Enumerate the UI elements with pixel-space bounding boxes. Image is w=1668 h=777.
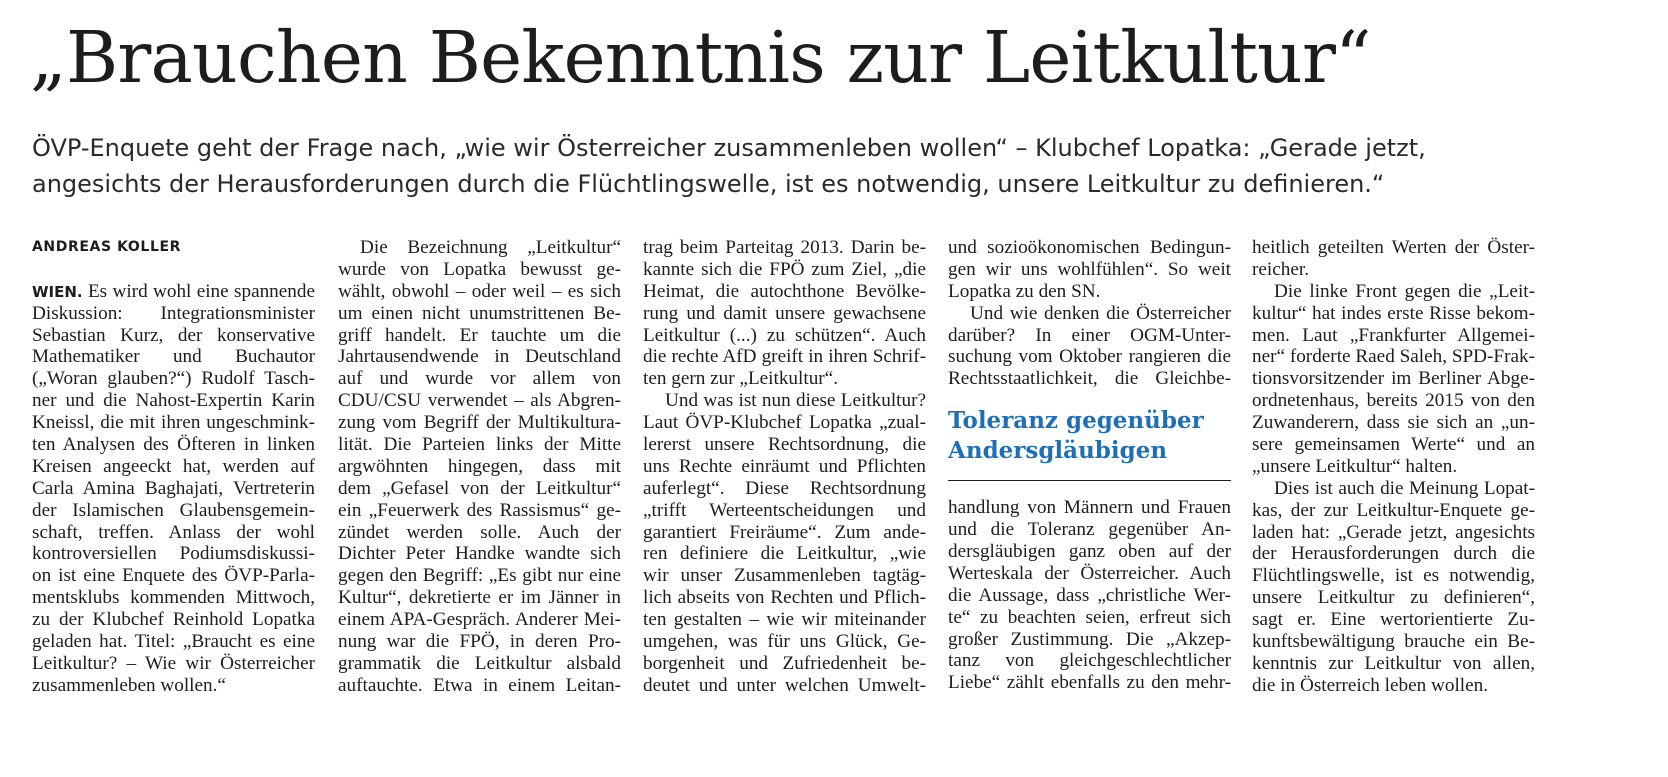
text-line: handlung von Männern und Frauen	[948, 497, 1231, 519]
text-line: Kreisen angeeckt hat, werden auf	[32, 455, 315, 477]
text-line: CDU/CSU verwendet – als Abgren-	[338, 390, 621, 412]
text-line: dersgläubigen ganz oben auf der	[948, 541, 1231, 563]
subheadline-line: angesichts der Herausforderungen durch die Flüchtlingswelle, ist es notwendig, unsere Leitkultur zu definieren.“	[32, 170, 1385, 198]
text-line: Jahrtausendwende in Deutschland	[338, 346, 621, 368]
text-line: dem „Gefasel von der Leitkultur“	[338, 477, 621, 499]
text-line: Dichter Peter Handke wandte sich	[338, 543, 621, 565]
text-line: Carla Amina Baghajati, Vertreterin	[32, 477, 315, 499]
text-line: gen wir uns wohlfühlen“. So weit	[948, 258, 1231, 280]
text-line: ein „Feuerwerk des Rassismus“ ge-	[338, 499, 621, 521]
text-line: Liebe“ zählt ebenfalls zu den mehr-	[948, 672, 1231, 694]
text-line: Lopatka zu den SN.	[948, 280, 1101, 302]
subheadline	[32, 130, 1652, 202]
text-line: trag beim Parteitag 2013. Darin be-	[643, 237, 926, 258]
text-line: die Aussage, dass „christliche Wer-	[948, 584, 1231, 606]
text-line: griff handelt. Er tauchte um die	[338, 324, 621, 346]
text-line: mentsklubs kommenden Mittwoch,	[32, 587, 315, 609]
text-line: darüber? In einer OGM-Unter-	[948, 324, 1231, 346]
text-line: tionsvorsitzender im Berliner Abge-	[1252, 368, 1535, 390]
headline: „Brauchen Bekenntnis zur Leitkultur“	[30, 16, 1371, 99]
text-line: Kultur“, dekretierte er im Jänner in	[338, 587, 621, 609]
text-line: suchung vom Oktober rangieren die	[948, 346, 1231, 368]
text-line: lität. Die Parteien links der Mitte	[338, 434, 621, 456]
text-line: grammatik die Leitkultur alsbald	[338, 652, 621, 674]
text-line: men. Laut „Frankfurter Allgemei-	[1252, 324, 1535, 346]
text-line: ten gestalten – wie wir miteinander	[643, 609, 926, 631]
text-line: geladen hat. Titel: „Braucht es eine	[32, 631, 315, 653]
text-line: Heimat, die autochthone Bevölke-	[643, 280, 926, 302]
text-line: der Herausforderungen durch die	[1252, 543, 1535, 565]
text-line: Flüchtlingswelle, ist es notwendig,	[1252, 565, 1535, 587]
text-line: Diskussion: Integrationsminister	[32, 302, 315, 324]
text-line: und die Toleranz gegenüber An-	[948, 519, 1231, 541]
text-line: kenntnis zur Leitkultur von allen,	[1252, 652, 1535, 674]
text-line: der Islamischen Glaubensgemein-	[32, 499, 315, 521]
text-line: tanz von gleichgeschlechtlicher	[948, 650, 1231, 672]
section-heading-line: Andersgläubigen	[948, 437, 1168, 465]
text-line: zung vom Begriff der Multikultura-	[338, 412, 621, 434]
text-line: Leitkultur? – Wie wir Österreicher	[32, 652, 315, 674]
text-line: kontroversiellen Podiumsdiskussi-	[32, 543, 315, 565]
text-line: uns Rechte einräumt und Pflichten	[643, 455, 926, 477]
text-line	[32, 281, 315, 303]
dateline: WIEN.	[32, 282, 83, 301]
text-line: zusammenleben wollen.“	[32, 674, 226, 696]
text-line: („Woran glauben?“) Rudolf Tasch-	[32, 368, 315, 390]
text-line: deutet und unter welchen Umwelt-	[643, 674, 926, 696]
text-line: laden hat: „Gerade jetzt, angesichts	[1252, 521, 1535, 543]
text-line: Rechtsstaatlichkeit, die Gleichbe-	[948, 368, 1231, 390]
text-line: die in Österreich leben wollen.	[1252, 674, 1489, 696]
text-line: ten gern zur „Leitkultur“.	[643, 368, 838, 390]
text-line: auferlegt“. Diese Rechtsordnung	[643, 477, 926, 499]
text-line: Kneissl, die mit ihren ungeschmink-	[32, 412, 315, 434]
text-line: schaft, treffen. Anlass der wohl	[32, 521, 315, 543]
text-line: kannte sich die FPÖ zum Ziel, „die	[643, 258, 926, 280]
section-heading-block	[948, 406, 1231, 481]
text-line: lich abseits von Rechten und Pflich-	[643, 587, 926, 609]
text-line: on ist eine Enquete des ÖVP-Parla-	[32, 565, 315, 587]
text-line: lererst unsere Rechtsordnung, die	[643, 434, 926, 456]
text-line: ordnetenhaus, bereits 2015 von den	[1252, 390, 1535, 412]
text-line: Leitkultur (...) zu schützen“. Auch	[643, 324, 926, 346]
text-line: Dies ist auch die Meinung Lopat-	[1274, 477, 1535, 499]
text-line: Sebastian Kurz, der konservative	[32, 324, 315, 346]
text-line: kunftsbewältigung brauche ein Be-	[1252, 631, 1535, 653]
text-line: wurde von Lopatka bewusst ge-	[338, 258, 621, 280]
article-column-5	[1252, 237, 1535, 697]
text-line: unsere Leitkultur zu definieren“,	[1252, 587, 1535, 609]
text-line: nung war die FPÖ, in deren Pro-	[338, 631, 621, 653]
text-line: gegen den Begriff: „Es gibt nur eine	[338, 565, 621, 587]
text-line: ten Analysen des Öfteren in linken	[32, 434, 315, 456]
text-line: reicher.	[1252, 258, 1309, 280]
text-line: „unsere Leitkultur“ halten.	[1252, 455, 1458, 477]
text-line: Die Bezeichnung „Leitkultur“	[360, 237, 621, 258]
text-line: Mathematiker und Buchautor	[32, 346, 315, 368]
text-line: ner“ forderte Raed Saleh, SPD-Frak-	[1252, 346, 1535, 368]
text-line: ner und die Nahost-Expertin Karin	[32, 390, 315, 412]
article-column-2	[338, 237, 621, 697]
text-line: Laut ÖVP-Klubchef Lopatka „zual-	[643, 412, 926, 434]
text-line: und sozioökonomischen Bedingun-	[948, 237, 1231, 258]
text-line: die rechte AfD greift in ihren Schrif-	[643, 346, 926, 368]
text-line: borgenheit und Zufriedenheit be-	[643, 652, 926, 674]
text-line: um einen nicht unumstrittenen Be-	[338, 302, 621, 324]
article-column-1	[32, 237, 315, 697]
text-line: argwöhnten hingegen, dass mit	[338, 455, 621, 477]
text-line: Zuwanderern, dass sie sich an „un-	[1252, 412, 1535, 434]
text-line: zündet werden solle. Auch der	[338, 521, 621, 543]
text-line: ren definiere die Leitkultur, „wie	[643, 543, 926, 565]
text-line: zu der Klubchef Reinhold Lopatka	[32, 609, 315, 631]
text-line: Die linke Front gegen die „Leit-	[1274, 280, 1535, 302]
section-heading-line: Toleranz gegenüber	[948, 407, 1204, 435]
text-line: wählt, obwohl – oder weil – es sich	[338, 280, 621, 302]
article-column-3	[643, 237, 926, 697]
spacer	[32, 259, 315, 281]
article-column-4	[948, 237, 1231, 694]
subheadline-line: ÖVP-Enquete geht der Frage nach, „wie wir Österreicher zusammenleben wollen“ – Klubchef Lopatka: „Gerade jetzt,	[32, 134, 1426, 162]
text-line: rung und damit unsere gewachsene	[643, 302, 926, 324]
text-line: Werteskala der Österreicher. Auch	[948, 562, 1231, 584]
text-line: auf und wurde vor allem von	[338, 368, 621, 390]
text-line: te“ zu beachten seien, erfreut sich	[948, 606, 1231, 628]
text-line: sagt er. Eine wertorientierte Zu-	[1252, 609, 1535, 631]
text-line: garantiert Freiräume“. Zum ande-	[643, 521, 926, 543]
text-line: heitlich geteilten Werten der Öster-	[1252, 237, 1535, 258]
text-line: auftauchte. Etwa in einem Leitan-	[338, 674, 621, 696]
text-line: Und was ist nun diese Leitkultur?	[665, 390, 926, 412]
text-line: kultur“ hat indes erste Risse bekom-	[1252, 302, 1535, 324]
text-line: kas, der zur Leitkultur-Enquete ge-	[1252, 499, 1535, 521]
text-line: Und wie denken die Österreicher	[970, 302, 1231, 324]
text-line: wir unser Zusammenleben tagtäg-	[643, 565, 926, 587]
text-line: umgehen, was für uns Glück, Ge-	[643, 631, 926, 653]
text-line: einem APA-Gespräch. Anderer Mei-	[338, 609, 621, 631]
text-line: großer Zustimmung. Die „Akzep-	[948, 628, 1231, 650]
text-span: Es wird wohl eine spannende	[82, 280, 315, 302]
text-line: „trifft Werteentscheidungen und	[643, 499, 926, 521]
spacer	[948, 481, 1231, 497]
text-line: sere gemeinsamen Werte“ und an	[1252, 434, 1535, 456]
byline: ANDREAS KOLLER	[32, 239, 182, 255]
